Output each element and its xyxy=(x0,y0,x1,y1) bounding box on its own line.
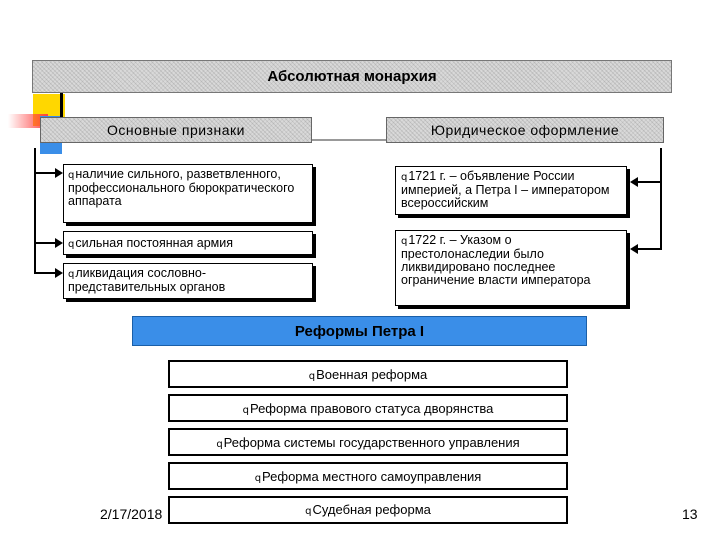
right-bracket-branch-2 xyxy=(636,248,662,250)
header-connector xyxy=(312,139,386,141)
left-bracket-branch-1 xyxy=(34,172,56,174)
arrow-right-3 xyxy=(55,268,63,278)
right-header-text: Юридическое оформление xyxy=(430,122,620,138)
reform-item-text: Реформа системы государственного управления xyxy=(223,434,520,450)
arrow-left-1 xyxy=(630,177,638,187)
left-bracket-branch-2 xyxy=(34,242,56,244)
left-item-text: ликвидация сословно-представительных органов xyxy=(68,266,226,294)
right-item-1 xyxy=(395,166,627,215)
arrow-right-2 xyxy=(55,238,63,248)
reform-item-text: Военная реформа xyxy=(316,366,428,382)
bullet-icon: q xyxy=(401,236,408,247)
left-item-2 xyxy=(63,231,313,255)
bullet-icon: q xyxy=(401,172,408,183)
reforms-header-text: Реформы Петра I xyxy=(294,322,425,340)
left-item-3 xyxy=(63,263,313,299)
arrow-left-2 xyxy=(630,244,638,254)
reform-item-3 xyxy=(168,428,568,456)
reform-item-text: Судебная реформа xyxy=(312,502,431,517)
left-item-1 xyxy=(63,164,313,223)
bullet-icon: q xyxy=(68,269,75,280)
bullet-icon: q xyxy=(254,472,262,484)
reform-item-text: Реформа правового статуса дворянства xyxy=(249,400,494,416)
left-header-text: Основные признаки xyxy=(107,122,245,138)
right-bracket-vertical xyxy=(660,148,662,250)
reform-item-2 xyxy=(168,394,568,422)
bullet-icon: q xyxy=(68,239,75,250)
page-title xyxy=(32,60,672,93)
reform-item-1 xyxy=(168,360,568,388)
left-bracket-branch-3 xyxy=(34,272,56,274)
bullet-icon: q xyxy=(216,438,223,450)
reform-item-text: Реформа местного самоуправления xyxy=(262,468,482,484)
right-header xyxy=(386,117,664,143)
decor-vertical-stripe xyxy=(60,92,63,120)
left-item-text: наличие сильного, разветвленного, профессионального бюрократического аппарата xyxy=(68,167,295,208)
arrow-right-1 xyxy=(55,168,63,178)
bullet-icon: q xyxy=(305,506,312,517)
reform-item-5 xyxy=(168,496,568,524)
reform-item-4 xyxy=(168,462,568,490)
left-bracket-vertical xyxy=(34,148,36,274)
page-title-text: Абсолютная монархия xyxy=(267,68,437,85)
bullet-icon: q xyxy=(68,170,75,181)
right-item-2 xyxy=(395,230,627,306)
right-item-text: 1721 г. – объявление России империей, а Петра I – императором всероссийским xyxy=(401,169,610,210)
left-item-text: сильная постоянная армия xyxy=(75,236,234,250)
reforms-header xyxy=(132,316,587,346)
bullet-icon: q xyxy=(308,370,316,382)
page-number: 13 xyxy=(682,506,698,522)
left-header xyxy=(40,117,312,143)
right-item-text: 1722 г. – Указом о престолонаследии было ликвидировано последнее ограничение власти императора xyxy=(401,233,591,287)
right-bracket-branch-1 xyxy=(636,181,662,183)
bullet-icon: q xyxy=(242,404,249,416)
footer-date: 2/17/2018 xyxy=(100,506,163,522)
